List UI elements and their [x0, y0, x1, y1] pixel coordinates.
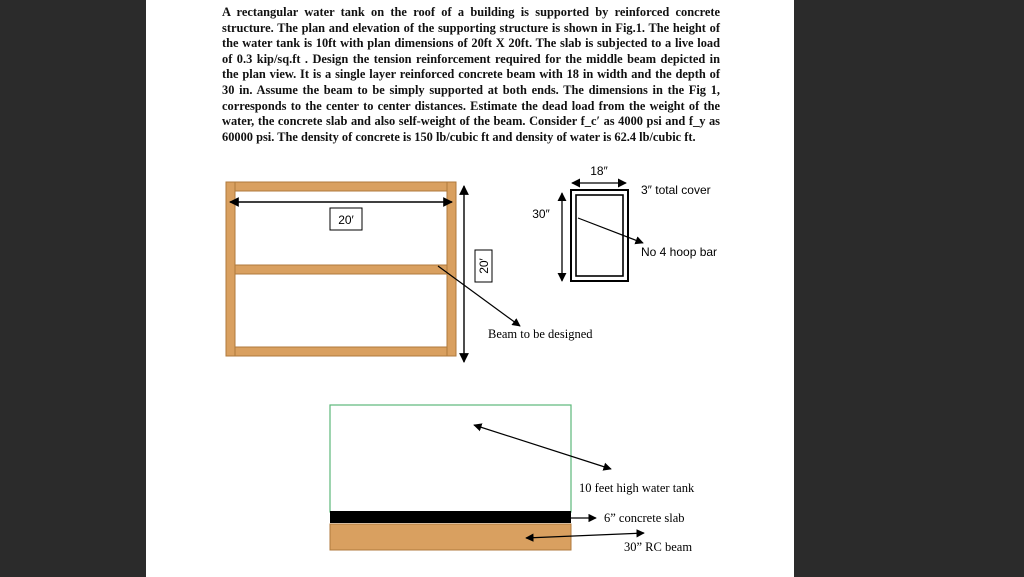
- plan-bottom-beam: [226, 347, 456, 356]
- hoop-bar-label: No 4 hoop bar: [641, 245, 718, 259]
- plan-top-beam: [226, 182, 456, 191]
- rc-beam-elevation: [330, 524, 571, 550]
- cover-label: 3″ total cover: [641, 183, 711, 197]
- water-tank-outline: [330, 405, 571, 512]
- concrete-slab: [330, 511, 571, 523]
- plan-left-column-beam: [226, 182, 235, 356]
- section-width-label: 18″: [590, 164, 608, 178]
- plan-right-column-beam: [447, 182, 456, 356]
- section-depth-label: 30″: [532, 207, 550, 221]
- plan-middle-beam: [226, 265, 456, 274]
- beam-to-be-designed-label: Beam to be designed: [488, 327, 593, 341]
- rc-beam-label: 30” RC beam: [624, 540, 693, 554]
- plan-width-label: 20′: [338, 213, 354, 227]
- plan-height-label: 20′: [477, 258, 491, 274]
- problem-text: A rectangular water tank on the roof of a building is supported by reinforced concrete structure. The plan and elevation of the supporting structure is shown in Fig.1. The height of the water tank is 10ft with plan dimensions of 20ft X 20ft. The slab is subjected to a live load of 0.3 kip/sq.ft . Design the tension reinforcement required for the middle beam depicted in the plan view. It is a single layer reinforced concrete beam with 18 in width and the depth of 30 in. Assume the beam to be simply supported at both ends. The dimensions in the Fig 1, corresponds to the center to center distances. Estimate the dead load from the weight of the water, the concrete slab and also self-weight of the beam. Consider f_c′ as 4000 psi and f_y as 60000 psi. The density of concrete is 150 lb/cubic ft and density of water is 62.4 lb/cubic ft.: [222, 5, 720, 144]
- concrete-slab-label: 6” concrete slab: [604, 511, 685, 525]
- elevation-view: [330, 405, 695, 554]
- section-outer-outline: [571, 190, 628, 281]
- water-tank-label: 10 feet high water tank: [579, 481, 695, 495]
- beam-section: [532, 164, 717, 281]
